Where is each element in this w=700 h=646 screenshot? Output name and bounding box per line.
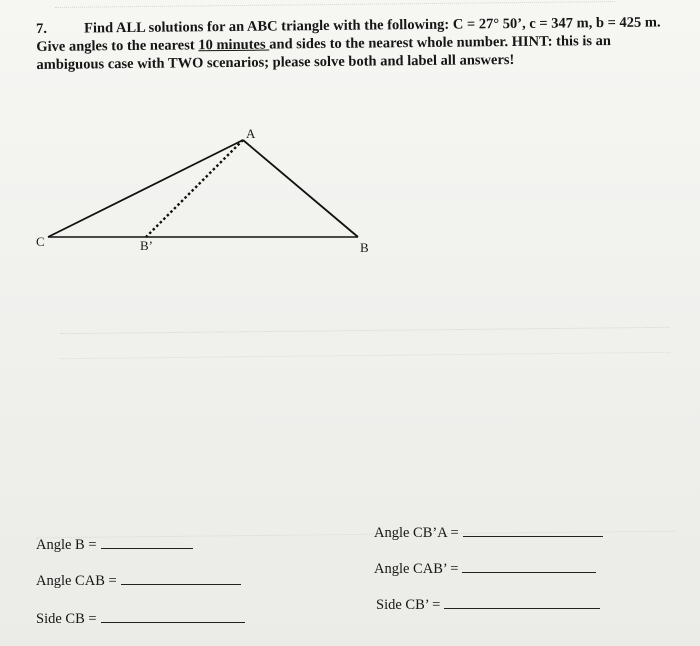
side-cb-blank[interactable] bbox=[101, 608, 245, 623]
triangle-diagram bbox=[0, 120, 700, 270]
problem-text-tail: and sides to the nearest whole number. HINT: this is an ambiguous case with TWO scenarios; please solve both and label all answers! bbox=[36, 32, 612, 73]
dotted-side-ab-prime bbox=[146, 140, 243, 237]
answer-angle-cba-prime bbox=[374, 522, 603, 542]
answer-angle-cab-prime bbox=[374, 558, 596, 578]
angle-b-blank[interactable] bbox=[101, 534, 193, 549]
side-ca bbox=[48, 140, 243, 237]
vertex-label-b: B bbox=[360, 240, 369, 255]
answer-angle-cab bbox=[36, 570, 241, 590]
angle-cab-label: Angle CAB = bbox=[36, 573, 117, 589]
vertex-label-b-prime: B’ bbox=[140, 238, 153, 253]
side-cb-label: Side CB = bbox=[36, 611, 97, 627]
angle-cab-blank[interactable] bbox=[121, 570, 241, 585]
angle-b-label: Angle B = bbox=[36, 537, 97, 553]
angle-cab-prime-label: Angle CAB’ = bbox=[374, 561, 459, 577]
side-cb-prime-blank[interactable] bbox=[444, 594, 600, 609]
problem-number: 7. bbox=[36, 20, 48, 37]
vertex-label-a: A bbox=[246, 126, 256, 141]
problem-text-underlined: 10 minutes bbox=[198, 36, 270, 54]
angle-cba-prime-blank[interactable] bbox=[463, 522, 603, 537]
problem-statement bbox=[36, 13, 677, 74]
side-ab bbox=[243, 140, 358, 237]
vertex-label-c: C bbox=[36, 234, 45, 249]
problem-text-lead: Find ALL solutions for an ABC triangle with the following: C = 27° 50’, c = 347 m, b = 425 m. Give angles to the nearest bbox=[36, 14, 661, 55]
side-cb-prime-label: Side CB’ = bbox=[376, 597, 441, 613]
answer-side-cb bbox=[36, 608, 245, 628]
angle-cba-prime-label: Angle CB’A = bbox=[374, 525, 459, 541]
bleed-through-middle bbox=[60, 327, 670, 359]
answer-angle-b bbox=[36, 534, 193, 554]
answer-side-cb-prime bbox=[376, 594, 600, 614]
angle-cab-prime-blank[interactable] bbox=[462, 558, 596, 573]
